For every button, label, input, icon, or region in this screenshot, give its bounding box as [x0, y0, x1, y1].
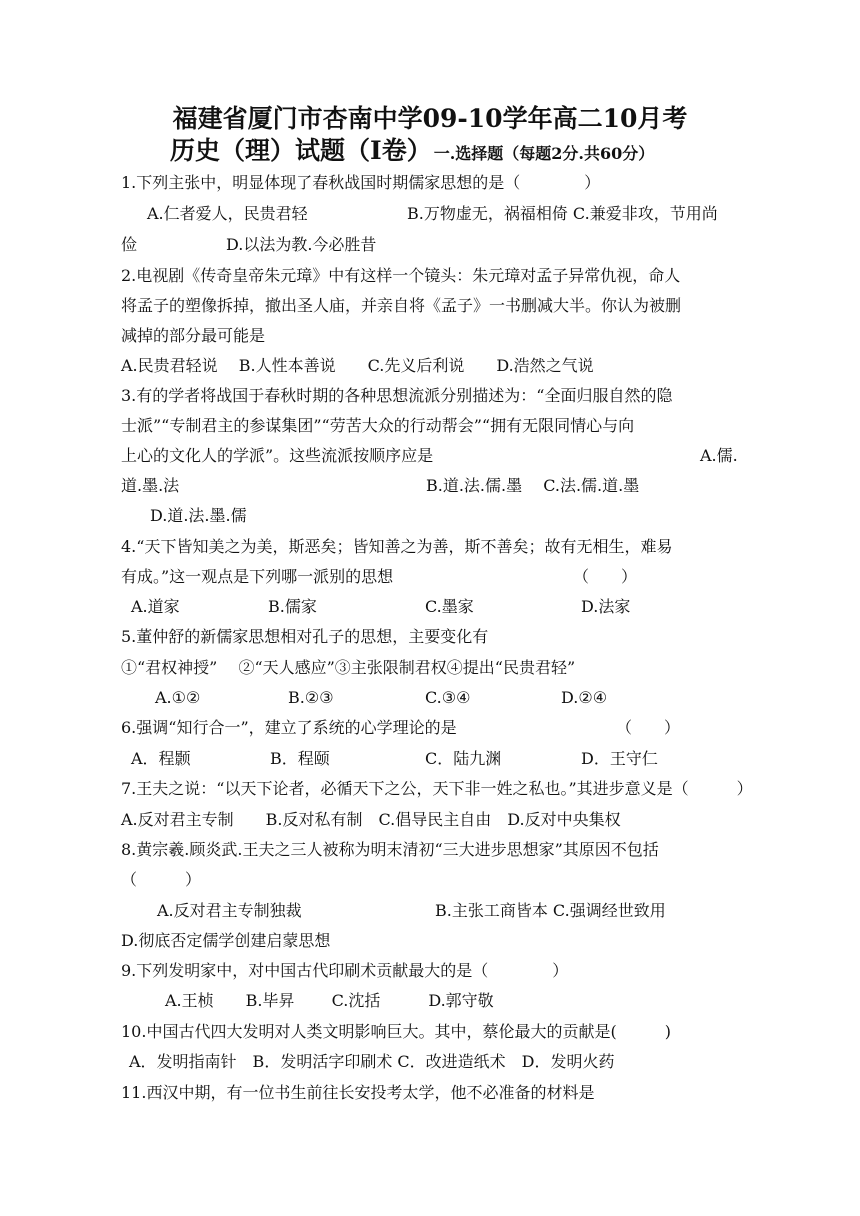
question-1-stem: 1.下列主张中，明显体现了春秋战国时期儒家思想的是（ ） [121, 173, 601, 192]
question-2-options: A.民贵君轻说 B.人性本善说 C.先义后利说 D.浩然之气说 [121, 356, 594, 375]
question-4-option-b: B.儒家 [268, 597, 317, 616]
question-2-stem-line2: 将孟子的塑像拆掉，撤出圣人庙，并亲自将《孟子》一书删减大半。你认为被删 [121, 296, 682, 315]
question-5-items: ①“君权神授” ②“天人感应”③主张限制君权④提出“民贵君轻” [121, 658, 576, 677]
question-3-option-d: D.道.法.墨.儒 [150, 506, 247, 525]
question-1-option-c-cont: 俭 [121, 235, 138, 254]
question-3-option-a-cont: 道.墨.法 [121, 476, 180, 495]
question-1-option-d: D.以法为教.今必胜昔 [226, 235, 377, 254]
question-5-stem: 5.董仲舒的新儒家思想相对孔子的思想，主要变化有 [121, 627, 489, 646]
question-4-answer-paren: （ ） [573, 567, 638, 586]
question-6-answer-paren: （ ） [616, 718, 681, 737]
question-9-options: A.王桢 B.毕昇 C.沈括 D.郭守敬 [165, 991, 494, 1010]
question-5-option-b: B.②③ [288, 688, 334, 707]
question-8-option-d: D.彻底否定儒学创建启蒙思想 [121, 931, 331, 950]
question-3-option-a: A.儒. [700, 446, 738, 465]
question-6-stem: 6.强调“知行合一”，建立了系统的心学理论的是 [121, 718, 457, 737]
question-4-option-a: A.道家 [131, 597, 180, 616]
exam-title: 福建省厦门市杏南中学09-10学年高二10月考 [172, 104, 688, 133]
question-2-stem-line1: 2.电视剧《传奇皇帝朱元璋》中有这样一个镜头：朱元璋对孟子异常仇视，命人 [121, 266, 681, 285]
question-4-option-c: C.墨家 [425, 597, 474, 616]
exam-subtitle [170, 136, 654, 169]
question-5-option-c: C.③④ [425, 688, 471, 707]
question-6-option-a: A．程颢 [131, 749, 191, 768]
question-3-stem-line3: 上心的文化人的学派”。这些流派按顺序应是 [121, 446, 434, 465]
question-5-option-a: A.①② [155, 688, 201, 707]
question-10-stem: 10.中国古代四大发明对人类文明影响巨大。其中，蔡伦最大的贡献是( ) [121, 1022, 671, 1041]
question-2-stem-line3: 减掉的部分最可能是 [121, 326, 266, 345]
question-11-stem: 11.西汉中期，有一位书生前往长安投考太学，他不必准备的材料是 [121, 1083, 595, 1102]
question-9-stem: 9.下列发明家中，对中国古代印刷术贡献最大的是（ ） [121, 961, 569, 980]
question-6-option-c: C．陆九渊 [425, 749, 502, 768]
subject-title: 历史（理）试题（Ⅰ卷） [170, 136, 432, 165]
question-3-options-bc: B.道.法.儒.墨 C.法.儒.道.墨 [426, 476, 640, 495]
question-6-option-b: B．程颐 [270, 749, 330, 768]
question-8-answer-paren: （ ） [121, 870, 202, 889]
question-8-stem: 8.黄宗羲.顾炎武.王夫之三人被称为明末清初“三大进步思想家”其原因不包括 [121, 840, 659, 859]
question-6-option-d: D．王守仁 [581, 749, 658, 768]
question-4-option-d: D.法家 [581, 597, 631, 616]
question-8-options-bc: B.主张工商皆本 C.强调经世致用 [435, 901, 666, 920]
question-10-options: A．发明指南针 B．发明活字印刷术 C．改进造纸术 D．发明火药 [129, 1052, 615, 1071]
question-5-option-d: D.②④ [561, 688, 608, 707]
question-4-stem-line1: 4.“天下皆知美之为美，斯恶矣；皆知善之为善，斯不善矣；故有无相生，难易 [121, 537, 673, 556]
question-7-stem: 7.王夫之说：“以天下论者，必循天下之公，天下非一姓之私也。”其进步意义是（ ） [121, 779, 753, 798]
question-1-options-bc: B.万物虚无，祸福相倚 C.兼爱非攻，节用尚 [407, 204, 718, 223]
question-7-options: A.反对君主专制 B.反对私有制 C.倡导民主自由 D.反对中央集权 [121, 810, 621, 829]
question-3-stem-line2: 士派”“专制君主的参谋集团”“劳苦大众的行动帮会”“拥有无限同情心与向 [121, 416, 635, 435]
question-3-stem-line1: 3.有的学者将战国于春秋时期的各种思想流派分别描述为：“全面归服自然的隐 [121, 386, 673, 405]
question-1-option-a: A.仁者爱人，民贵君轻 [147, 204, 308, 223]
question-8-option-a: A.反对君主专制独裁 [157, 901, 302, 920]
question-4-stem-line2: 有成。”这一观点是下列哪一派别的思想 [121, 567, 394, 586]
section-label: 一.选择题（每题2分.共60分） [433, 144, 655, 163]
